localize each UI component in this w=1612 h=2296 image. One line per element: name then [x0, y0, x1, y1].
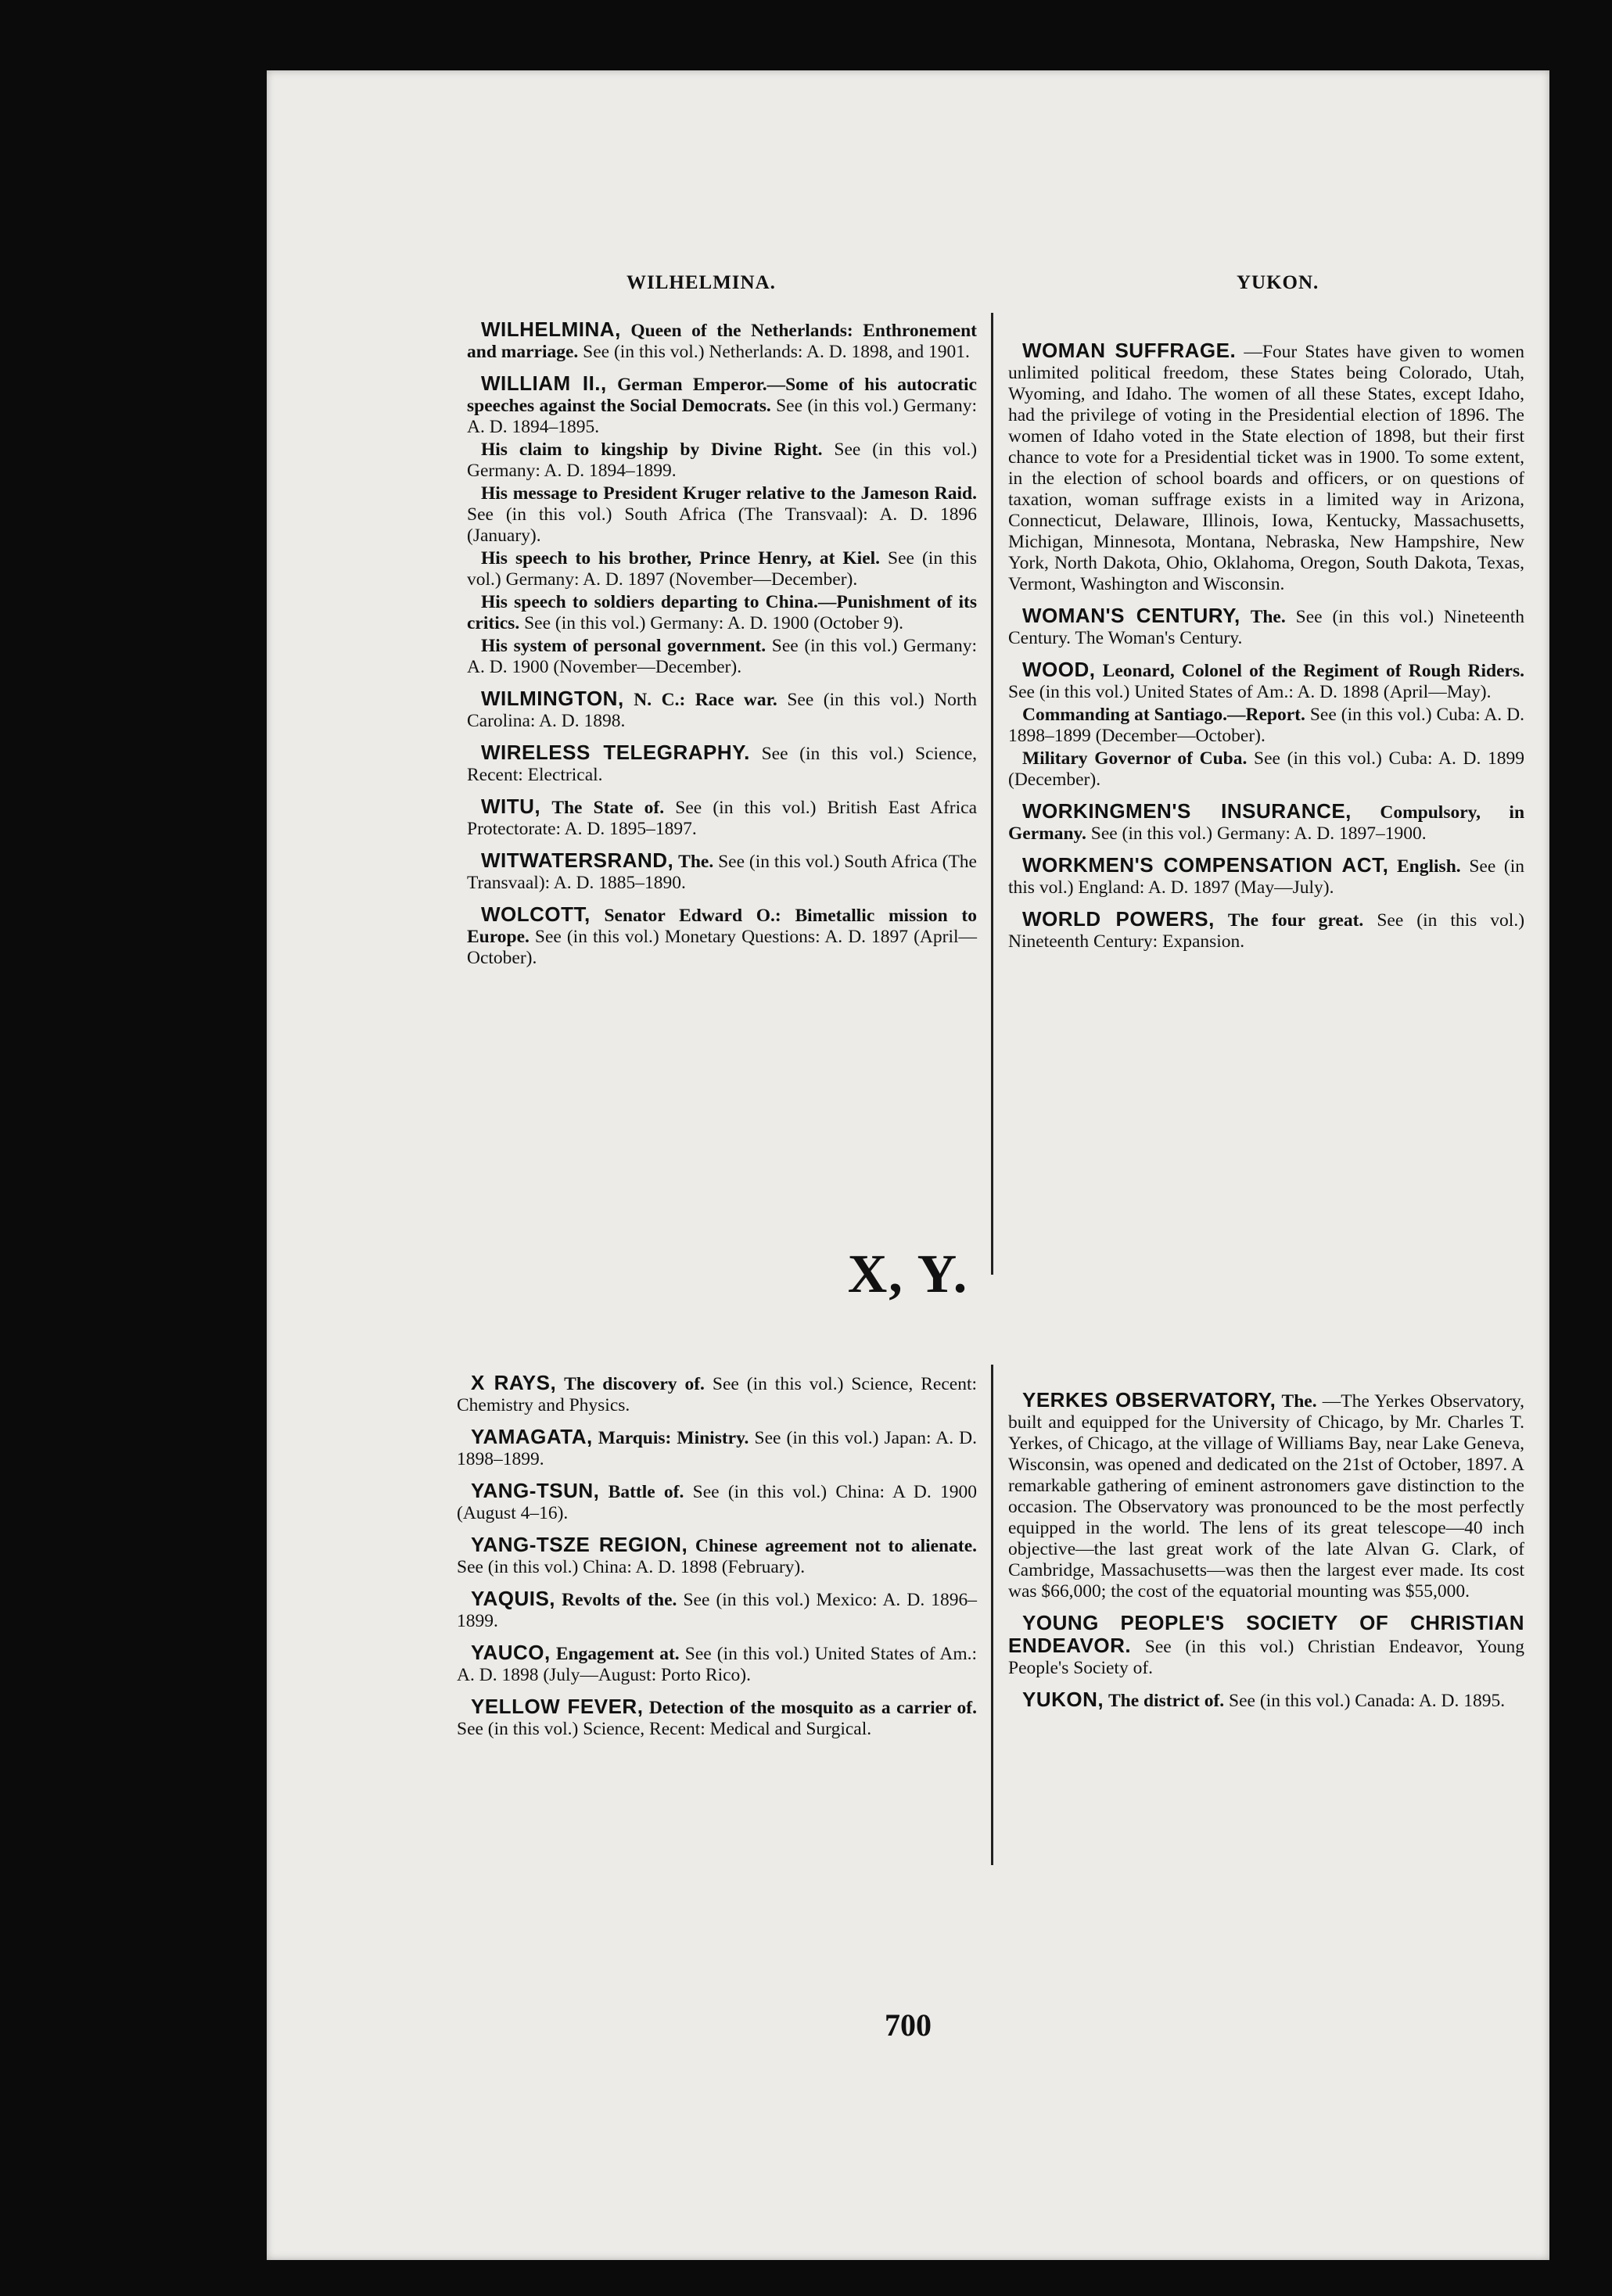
entry-headword: YAUCO, [471, 1641, 551, 1664]
index-entry [457, 1642, 977, 1686]
entry-subject: German Emperor.—Some of his autocratic speeches against the Social Democrats. [467, 375, 977, 416]
entry-reference: See (in this vol.) Cuba: A. D. 1899 (December). [1008, 748, 1525, 790]
index-entry [467, 373, 977, 438]
entry-headword: YELLOW FEVER, [471, 1695, 644, 1718]
entry-subject: Revolts of the. [562, 1590, 677, 1610]
entry-headword: WITWATERSRAND, [481, 848, 674, 872]
entry-headword: WOOD, [1022, 658, 1096, 681]
entry-reference: See (in this vol.) China: A. D. 1898 (February). [457, 1557, 806, 1577]
entry-subject: Leonard, Colonel of the Regiment of Rough Riders. [1102, 661, 1525, 681]
column-top-right [1008, 340, 1524, 963]
entry-subject: The. [1281, 1391, 1317, 1412]
entry-subject: His claim to kingship by Divine Right. [481, 439, 823, 460]
entry-subject: N. C.: Race war. [634, 690, 777, 710]
running-head-left: WILHELMINA. [626, 272, 776, 293]
entry-subject: His message to President Kruger relative to the Jameson Raid. [481, 483, 977, 504]
index-entry [467, 688, 977, 732]
column-rule-bottom [991, 1365, 993, 1865]
entry-subject: Military Governor of Cuba. [1022, 748, 1248, 769]
entry-subject: Marquis: Ministry. [598, 1428, 749, 1448]
index-entry [457, 1696, 977, 1740]
entry-headword: WILHELMINA, [481, 317, 621, 341]
section-title: X, Y. [847, 1244, 969, 1304]
entry-subject: The four great. [1227, 910, 1364, 931]
entry-reference: See (in this vol.) South Africa (The Transvaal): A. D. 1885–1890. [467, 852, 977, 893]
entry-headword: WITU, [481, 795, 541, 818]
entry-reference: See (in this vol.) Netherlands: A. D. 1898, and 1901. [583, 342, 970, 362]
entry-headword: YAMAGATA, [471, 1425, 593, 1448]
entry-headword: WIRELESS TELEGRAPHY. [481, 741, 750, 764]
entry-headword: WILLIAM II., [481, 371, 607, 395]
entry-subject: The discovery of. [564, 1374, 705, 1394]
entry-reference: See (in this vol.) United States of Am.: A. D. 1898 (July—August: Porto Rico). [457, 1644, 978, 1685]
entry-reference: See (in this vol.) Germany: A. D. 1897 (November—December). [467, 548, 978, 590]
column-top-left [467, 319, 977, 979]
index-entry [457, 1534, 977, 1578]
index-subentry [1008, 705, 1524, 747]
index-subentry [467, 483, 977, 547]
index-entry [1008, 1390, 1524, 1602]
index-entry [1008, 1689, 1524, 1712]
entry-subject: Compulsory, in Germany. [1008, 802, 1525, 844]
entry-reference: See (in this vol.) Nineteenth Century: Expansion. [1008, 910, 1525, 952]
entry-headword: YANG-TSUN, [471, 1479, 600, 1502]
entry-reference: See (in this vol.) North Carolina: A. D. 1898. [467, 690, 978, 731]
index-subentry [467, 439, 977, 482]
entry-reference: See (in this vol.) Science, Recent: Chemistry and Physics. [457, 1374, 977, 1415]
index-entry [1008, 1613, 1524, 1679]
entry-subject: Detection of the mosquito as a carrier of. [648, 1698, 978, 1718]
entry-headword: YOUNG PEOPLE'S SOCIETY OF CHRISTIAN ENDEAVOR. [1008, 1611, 1524, 1657]
entry-subject: His system of personal government. [481, 636, 767, 656]
entry-reference: —The Yerkes Observatory, built and equipped for the University of Chicago, by Mr. Charles T. Yerkes, of Chicago, at the village of Williams Bay, near Lake Geneva, Wisconsin, was opened and dedicated on the 21st of October, 1897. A remarkable gathering of eminent astronomers gave distinction to the occasion. The Observatory was pronounced to be the most perfectly equipped in the world. The lens of its great telescope—40 inch objective—the last great work of the late Alvan G. Clark, of Cambridge, Massachusetts—was then the largest ever made. Its cost was $66,000; the cost of the equatorial mounting was $55,000. [1008, 1391, 1525, 1602]
entry-subject: The. [1250, 607, 1286, 627]
entry-reference: See (in this vol.) China: A D. 1900 (August 4–16). [457, 1482, 977, 1523]
entry-subject: Queen of the Netherlands: Enthronement and marriage. [467, 321, 977, 362]
entry-headword: X RAYS, [471, 1371, 557, 1394]
index-entry [1008, 909, 1524, 952]
index-subentry [467, 636, 977, 678]
entry-reference: See (in this vol.) Monetary Questions: A. D. 1897 (April—October). [467, 927, 978, 968]
entry-reference: See (in this vol.) Cuba: A. D. 1898–1899 (December—October). [1008, 705, 1524, 746]
column-bottom-right [1008, 1390, 1524, 1722]
entry-reference: —Four States have given to women unlimited political freedom, these States being Colorado, Utah, Wyoming, and Idaho. The women of all these States, except Idaho, had the privilege of voting in the Presidential election of 1896. The women of Idaho voted in the State election of 1898, but their first chance to vote for a Presidential ticket was in 1900. To some extent, in the election of school boards and officers, or on questions of taxation, woman suffrage exists in a limited way in Arizona, Connecticut, Delaware, Illinois, Iowa, Kentucky, Massachusetts, Michigan, Minnesota, Montana, Nebraska, New Hampshire, New York, North Dakota, Ohio, Oklahoma, Oregon, South Dakota, Texas, Vermont, Washington and Wisconsin. [1008, 342, 1525, 594]
index-entry [1008, 340, 1524, 595]
entry-subject: The district of. [1108, 1691, 1225, 1711]
entry-subject: Senator Edward O.: Bimetallic mission to Europe. [467, 906, 978, 947]
entry-headword: WOMAN SUFFRAGE. [1022, 339, 1237, 362]
entry-headword: YUKON, [1022, 1688, 1104, 1711]
entry-subject: Engagement at. [555, 1644, 680, 1664]
entry-reference: See (in this vol.) Mexico: A. D. 1896–1899. [457, 1590, 978, 1631]
index-entry [457, 1372, 977, 1416]
index-entry [467, 850, 977, 894]
entry-headword: WILMINGTON, [481, 687, 624, 710]
index-subentry [467, 548, 977, 590]
entry-reference: See (in this vol.) South Africa (The Transvaal): A. D. 1896 (January). [467, 504, 977, 546]
entry-reference: See (in this vol.) British East Africa Protectorate: A. D. 1895–1897. [467, 798, 978, 839]
entry-subject: Chinese agreement not to alienate. [695, 1536, 978, 1556]
index-subentry [1008, 748, 1524, 791]
entry-reference: See (in this vol.) Nineteenth Century. The Woman's Century. [1008, 607, 1525, 648]
entry-subject: The State of. [551, 798, 665, 818]
entry-reference: See (in this vol.) Germany: A. D. 1900 (October 9). [524, 613, 903, 633]
entry-headword: WORKMEN'S COMPENSATION ACT, [1022, 853, 1389, 877]
entry-subject: The. [678, 852, 714, 872]
entry-reference: See (in this vol.) Germany: A. D. 1894–1899. [467, 439, 978, 481]
entry-reference: See (in this vol.) Germany: A. D. 1897–1900. [1090, 823, 1427, 844]
running-head-right: YUKON. [1237, 272, 1319, 293]
entry-headword: YERKES OBSERVATORY, [1022, 1388, 1276, 1412]
entry-headword: WORLD POWERS, [1022, 907, 1215, 931]
index-entry [467, 904, 977, 969]
column-bottom-left [457, 1372, 977, 1750]
entry-headword: YAQUIS, [471, 1587, 556, 1610]
index-entry [1008, 659, 1524, 703]
page-number: 700 [885, 2007, 932, 2043]
index-entry [1008, 605, 1524, 649]
entry-headword: WOLCOTT, [481, 902, 591, 926]
entry-subject: His speech to soldiers departing to China.—Punishment of its critics. [467, 592, 977, 633]
index-entry [1008, 855, 1524, 899]
entry-subject: Commanding at Santiago.—Report. [1022, 705, 1305, 725]
entry-reference: See (in this vol.) Germany: A. D. 1894–1895. [467, 396, 978, 437]
entry-reference: See (in this vol.) Canada: A. D. 1895. [1229, 1691, 1506, 1711]
entry-subject: His speech to his brother, Prince Henry, at Kiel. [481, 548, 881, 569]
entry-headword: YANG-TSZE REGION, [471, 1533, 688, 1556]
entry-subject: Battle of. [608, 1482, 684, 1502]
entry-reference: See (in this vol.) Science, Recent: Electrical. [467, 744, 977, 785]
column-rule-top [991, 313, 993, 1275]
entry-reference: See (in this vol.) United States of Am.: A. D. 1898 (April—May). [1008, 682, 1492, 702]
entry-reference: See (in this vol.) England: A. D. 1897 (May—July). [1008, 856, 1524, 898]
entry-reference: See (in this vol.) Japan: A. D. 1898–1899. [457, 1428, 977, 1469]
index-entry [457, 1588, 977, 1632]
book-page [267, 70, 1549, 2260]
entry-subject: English. [1397, 856, 1461, 877]
entry-reference: See (in this vol.) Germany: A. D. 1900 (November—December). [467, 636, 977, 677]
index-subentry [467, 592, 977, 634]
index-entry [1008, 801, 1524, 845]
index-entry [457, 1426, 977, 1470]
index-entry [467, 742, 977, 786]
entry-headword: WOMAN'S CENTURY, [1022, 604, 1240, 627]
entry-headword: WORKINGMEN'S INSURANCE, [1022, 799, 1352, 823]
entry-reference: See (in this vol.) Christian Endeavor, Young People's Society of. [1008, 1637, 1524, 1678]
index-entry [467, 319, 977, 363]
index-entry [457, 1480, 977, 1524]
entry-reference: See (in this vol.) Science, Recent: Medical and Surgical. [457, 1719, 872, 1739]
index-entry [467, 796, 977, 840]
